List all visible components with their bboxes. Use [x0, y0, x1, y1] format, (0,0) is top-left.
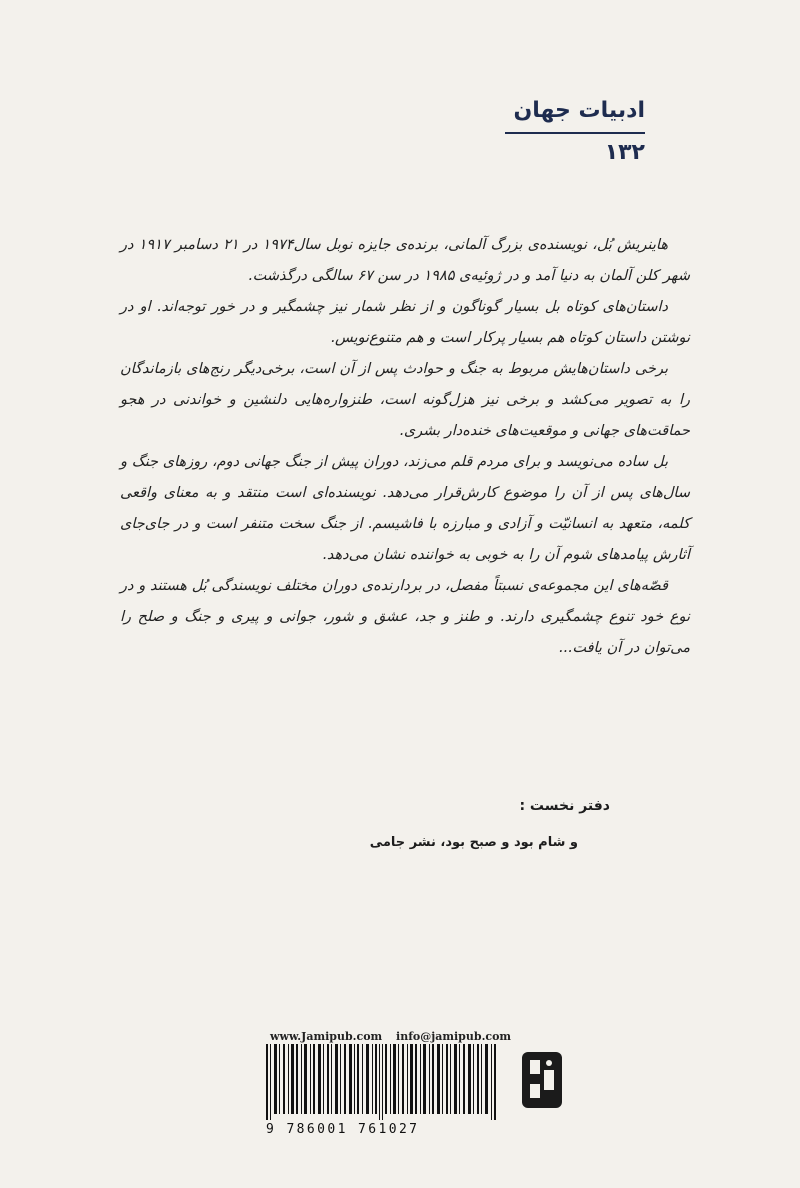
publisher-website: www.Jamipub.com — [270, 1030, 383, 1043]
first-book-block — [300, 796, 610, 854]
series-block — [505, 96, 645, 168]
blurb-paragraph-1: هاینریش بُل، نویسنده‌ی بزرگ آلمانی، برنده‌ی جایزه نوبل سال۱۹۷۴ در ۲۱ دسامبر ۱۹۱۷ در شهر کلن آلمان به دنیا آمد و در ژوئیه‌ی ۱۹۸۵ در سن ۶۷ سالگی درگذشت. — [120, 237, 690, 284]
first-book-label: دفتر نخست : — [519, 798, 610, 814]
blurb-paragraph-3: برخی داستان‌هایش مربوط به جنگ و حوادث پس از آن است، برخی‌دیگر رنج‌های بازماندگان را به تصویر می‌کشد و برخی نیز هزل‌گونه است، طنزواره‌هایی دلنشین و خواندنی در هجو حماقت‌های جهانی و موقعیت‌های خنده‌دار بشری. — [120, 361, 690, 439]
blurb-paragraph-5: قصّه‌های این مجموعه‌ی نسبتاً مفصل، در بردارنده‌ی دوران مختلف نویسندگی بُل هستند و در نوع خود تنوع چشمگیری دارند. و طنز و جد، عشق و شور، جوانی و پیری و جنگ و صلح را می‌توان در آن یافت... — [120, 578, 690, 656]
isbn-barcode — [260, 1044, 510, 1134]
publisher-contact — [270, 1030, 510, 1043]
isbn-number: 9 786001 761027 — [266, 1122, 420, 1137]
first-book-entry: و شام بود و صبح بود، نشر جامی — [369, 835, 578, 850]
series-title: ادبیات جهان — [513, 98, 645, 123]
back-cover-blurb — [120, 230, 690, 664]
series-divider — [505, 132, 645, 134]
blurb-paragraph-4: بل ساده می‌نویسد و برای مردم قلم می‌زند، دوران پیش از جنگ جهانی دوم، روزهای جنگ و سال‌های پس از آن را موضوع کارش‌قرار می‌دهد. نویسنده‌ای است منتقد و به معنای واقعی کلمه، متعهد به انسانیّت و آزادی و مبارزه با فاشیسم. از جنگ سخت متنفر است و در جای‌جای آثارش پیامدهای شوم آن را به خوبی به خواننده نشان می‌دهد. — [120, 454, 690, 563]
series-number: ۱۳۲ — [604, 140, 645, 165]
blurb-paragraph-2: داستان‌های کوتاه بل بسیار گوناگون و از نظر شمار نیز چشمگیر و در خور توجه‌اند. او در نوشتن داستان کوتاه هم بسیار پرکار است و هم متنوع‌نویس. — [120, 299, 690, 346]
barcode-bars — [260, 1044, 505, 1120]
publisher-logo-icon — [520, 1050, 564, 1110]
publisher-email: info@jamipub.com — [396, 1030, 512, 1043]
